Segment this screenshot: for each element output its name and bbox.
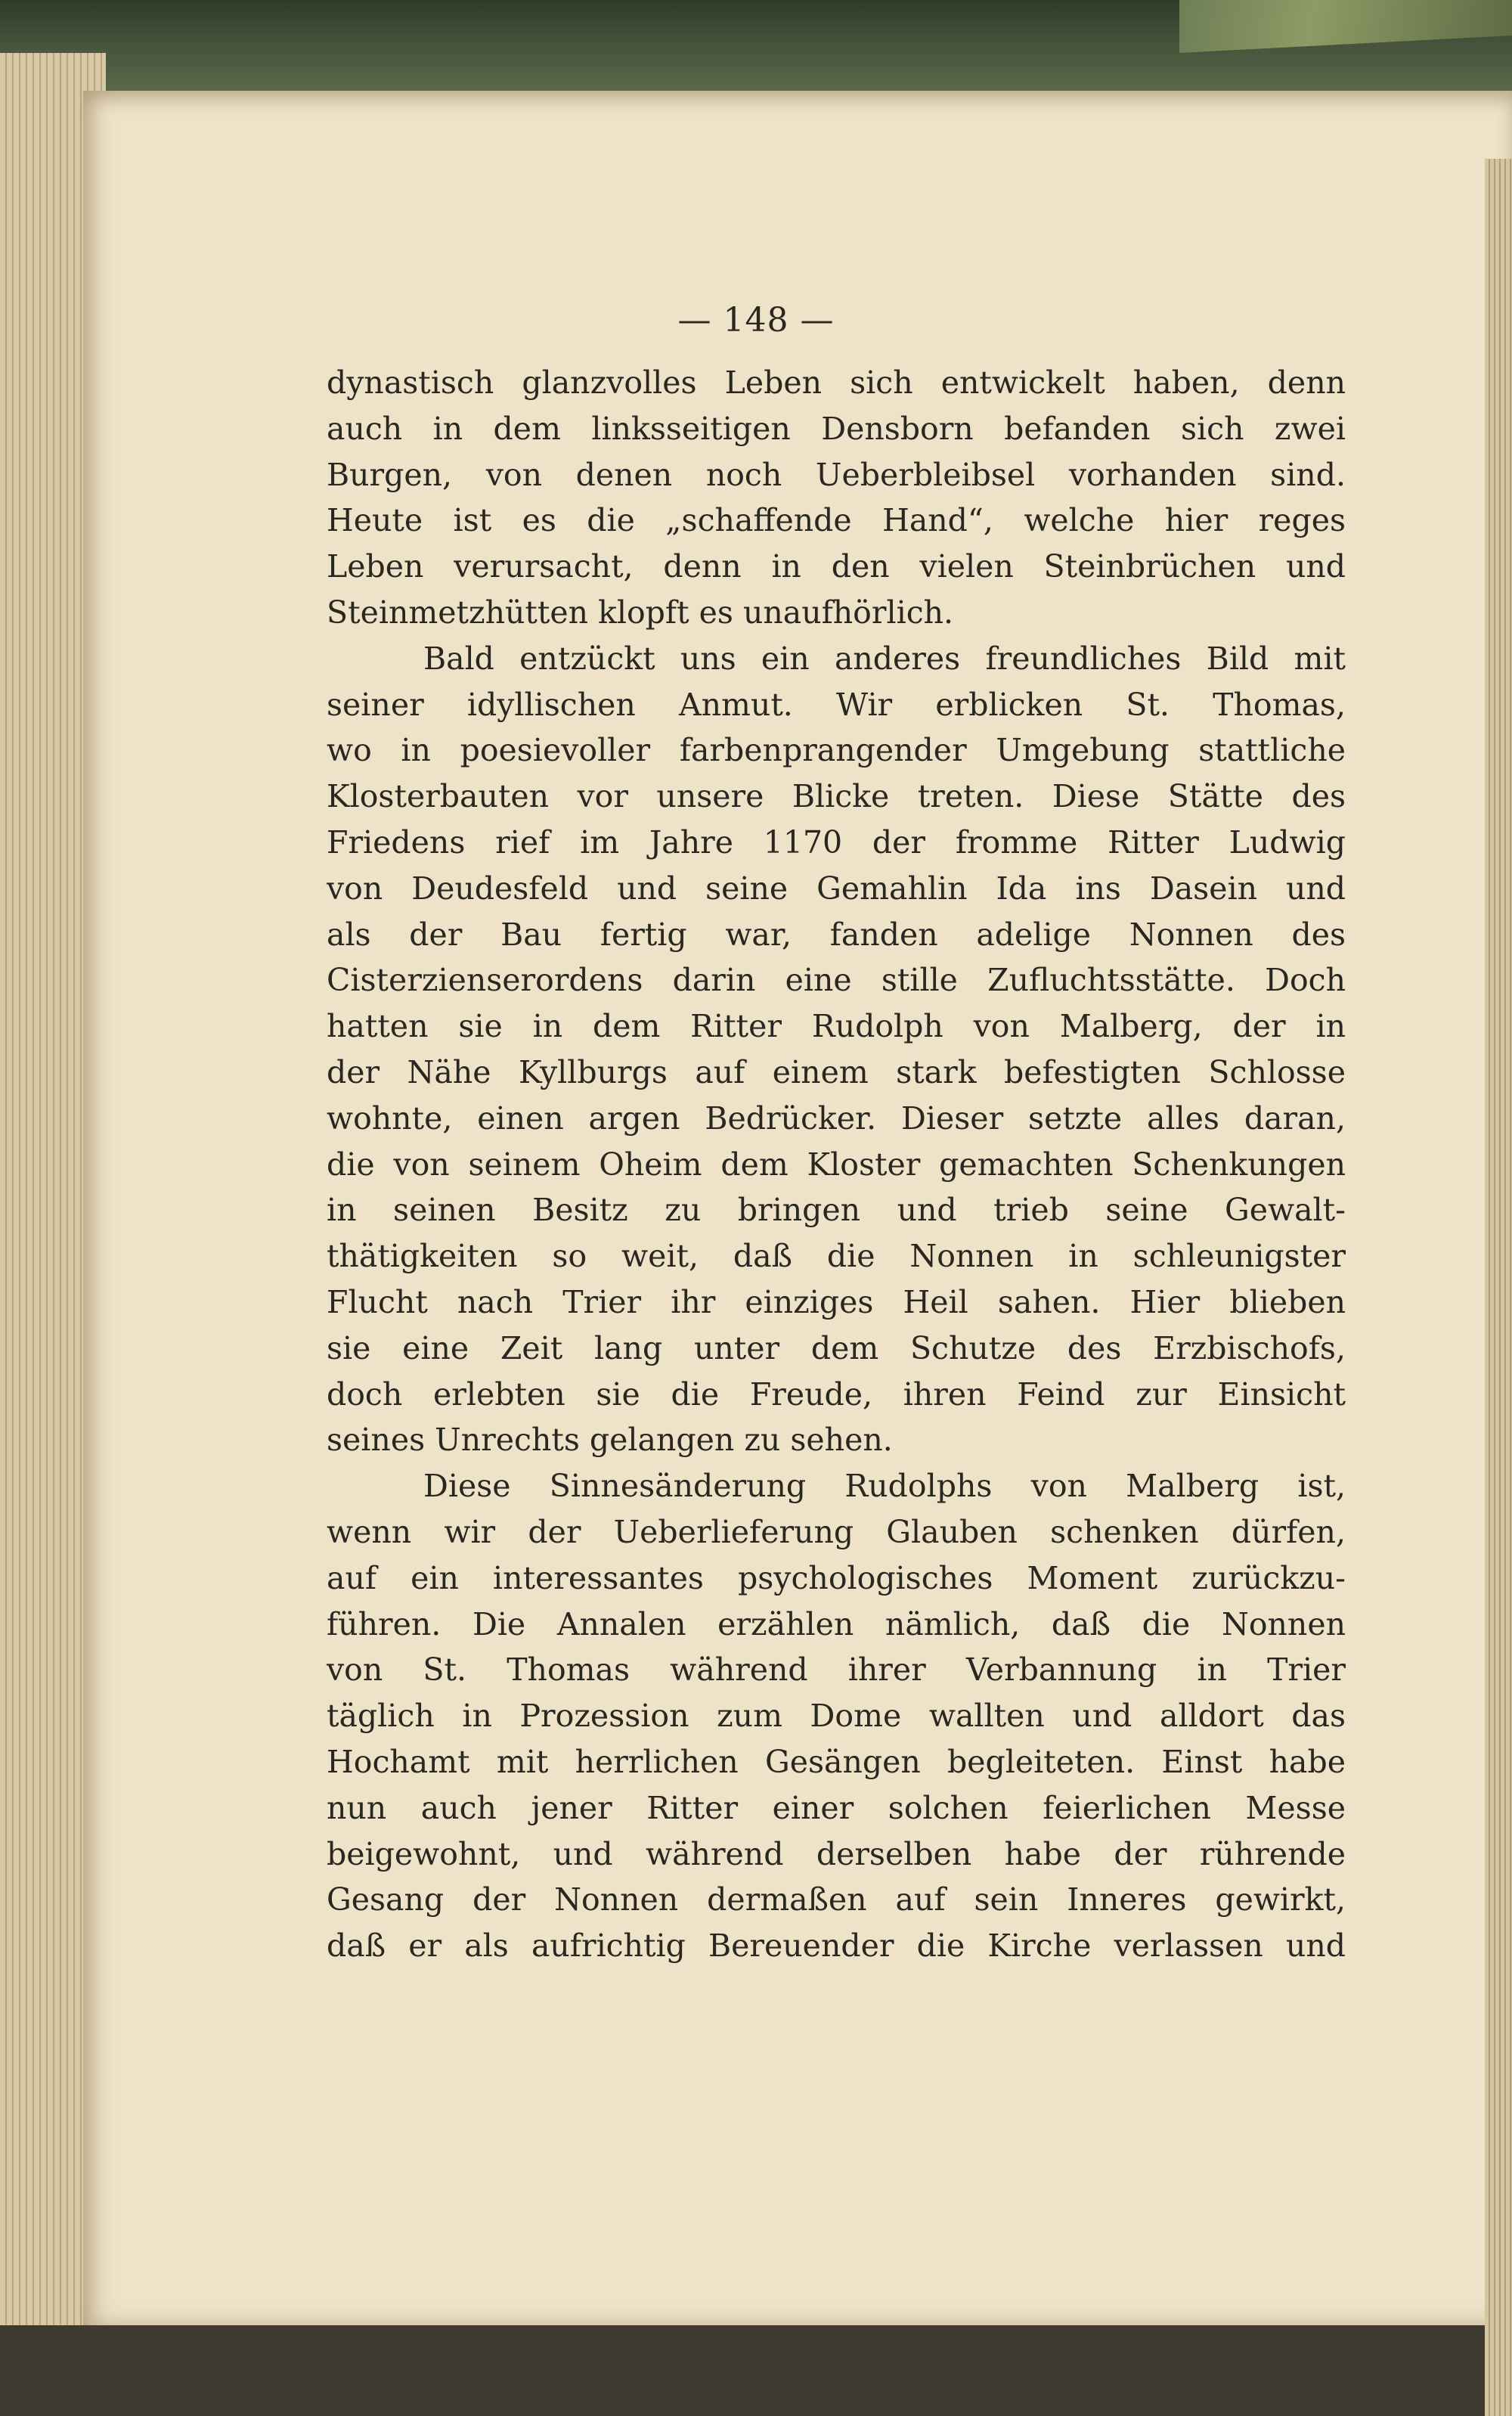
text-line: nun auch jener Ritter einer solchen feierlichen Messe xyxy=(327,1789,1346,1826)
page-number: — 148 — xyxy=(677,301,835,340)
text-line: sie eine Zeit lang unter dem Schutze des Erzbischofs, xyxy=(327,1329,1346,1366)
text-line: dynastisch glanzvolles Leben sich entwickelt haben, denn xyxy=(327,364,1346,401)
text-line: Klosterbauten vor unsere Blicke treten. Diese Stätte des xyxy=(327,778,1346,815)
text-line: der Nähe Kyllburgs auf einem stark befestigten Schlosse xyxy=(327,1053,1346,1090)
text-line: Bald entzückt uns ein anderes freundliches Bild mit xyxy=(423,640,1346,677)
page-edges-right xyxy=(1485,159,1512,2416)
text-line: wenn wir der Ueberlieferung Glauben schenken dürfen, xyxy=(327,1513,1346,1550)
text-line: von Deudesfeld und seine Gemahlin Ida ins Dasein und xyxy=(327,870,1346,907)
text-line: beigewohnt, und während derselben habe der rührende xyxy=(327,1835,1346,1872)
text-line: wohnte, einen argen Bedrücker. Dieser setzte alles daran, xyxy=(327,1099,1346,1137)
text-line: Steinmetzhütten klopft es unaufhörlich. xyxy=(327,594,954,631)
text-line: wo in poesievoller farbenprangender Umgebung stattliche xyxy=(327,732,1346,769)
text-line: auch in dem linksseitigen Densborn befanden sich zwei xyxy=(327,410,1346,447)
body-text xyxy=(327,360,1346,1969)
text-line: in seinen Besitz zu bringen und trieb seine Gewalt- xyxy=(327,1192,1346,1229)
text-line: täglich in Prozession zum Dome wallten und alldort das xyxy=(327,1698,1346,1735)
text-line: auf ein interessantes psychologisches Moment zurückzu- xyxy=(327,1559,1346,1596)
text-line: Gesang der Nonnen dermaßen auf sein Inneres gewirkt, xyxy=(327,1881,1346,1918)
text-line: doch erlebten sie die Freude, ihren Feind zur Einsicht xyxy=(327,1375,1346,1413)
text-line: die von seinem Oheim dem Kloster gemachten Schenkungen xyxy=(327,1146,1346,1183)
text-line: Leben verursacht, denn in den vielen Steinbrüchen und xyxy=(327,548,1346,585)
text-line: Flucht nach Trier ihr einziges Heil sahen. Hier blieben xyxy=(327,1283,1346,1320)
text-line: von St. Thomas während ihrer Verbannung in Trier xyxy=(327,1652,1346,1689)
text-line: führen. Die Annalen erzählen nämlich, daß die Nonnen xyxy=(327,1605,1346,1642)
text-line: Heute ist es die „schaffende Hand“, welche hier reges xyxy=(327,502,1346,539)
text-line: Friedens rief im Jahre 1170 der fromme Ritter Ludwig xyxy=(327,823,1346,861)
text-line: seines Unrechts gelangen zu sehen. xyxy=(327,1422,893,1459)
text-line: Diese Sinnesänderung Rudolphs von Malberg ist, xyxy=(423,1468,1346,1505)
text-line: Cisterzienserordens darin eine stille Zufluchtsstätte. Doch xyxy=(327,962,1346,999)
text-line: thätigkeiten so weit, daß die Nonnen in schleunigster xyxy=(327,1238,1346,1275)
text-line: daß er als aufrichtig Bereuender die Kirche verlassen und xyxy=(327,1928,1346,1965)
text-line: Hochamt mit herrlichen Gesängen begleiteten. Einst habe xyxy=(327,1743,1346,1780)
text-line: als der Bau fertig war, fanden adelige Nonnen des xyxy=(327,916,1346,953)
text-line: seiner idyllischen Anmut. Wir erblicken St. Thomas, xyxy=(327,686,1346,723)
text-line: hatten sie in dem Ritter Rudolph von Malberg, der in xyxy=(327,1008,1346,1045)
text-line: Burgen, von denen noch Ueberbleibsel vorhanden sind. xyxy=(327,456,1346,493)
